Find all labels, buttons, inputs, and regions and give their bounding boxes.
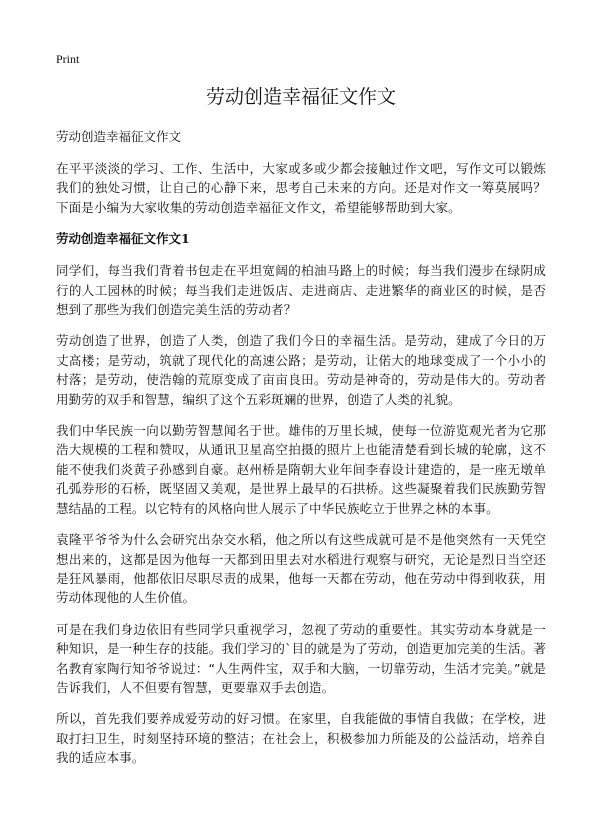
body-paragraph-5: 可是在我们身边依旧有些同学只重视学习，忽视了劳动的重要性。其实劳动本身就是一种知识，是一种生存的技能。我们学习的`目的就是为了劳动，创造更加完美的生活。著名教育家陶行知爷爷说过：“人生两件宝，双手和大脑，一切靠劳动，生活才完美。”就是告诉我们，人不但要有智慧，更要靠双手去创造。 (56, 621, 546, 695)
document-subtitle: 劳动创造幸福征文作文 (56, 129, 182, 144)
body-paragraph-6: 所以，首先我们要养成爱劳动的好习惯。在家里，自我能做的事情自我做；在学校，进取打扫卫生，时刻坚持环境的整洁；在社会上，积极参加力所能及的公益活动，培养自我的适应本事。 (56, 711, 546, 766)
page-title: 劳动创造幸福征文作文 (205, 86, 396, 108)
print-link[interactable]: Print (56, 52, 80, 66)
body-paragraph-4: 袁隆平爷爷为什么会研究出杂交水稻，他之所以有这些成就可是不是他突然有一天凭空想出来的，这都是因为他每一天都到田里去对水稻进行观察与研究，无论是烈日当空还是狂风暴雨，他都依旧尽职尽责的成果，他每一天都在劳动，他在劳动中得到收获，用劳动体现他的人生价值。 (56, 532, 546, 606)
body-paragraph-3: 我们中华民族一向以勤劳智慧闻名于世。雄伟的万里长城，使每一位游览观光者为它那浩大规模的工程和赞叹，从通讯卫星高空拍摄的照片上也能清楚看到长城的轮廓，这不能不使我们炎黄子孙感到自豪。赵州桥是隋朝大业年间李春设计建造的，是一座无墩单孔弧券形的石桥，既坚固又美观，是世界上最早的石拱桥。这些凝聚着我们民族勤劳智慧结晶的工程。以它特有的风格向世人展示了中华民族屹立于世界之林的本事。 (56, 423, 546, 516)
section-heading: 劳动创造幸福征文作文1 (56, 231, 190, 247)
body-paragraph-2: 劳动创造了世界，创造了人类，创造了我们今日的幸福生活。是劳动，建成了今日的万丈高楼；是劳动，筑就了现代化的高速公路；是劳动，让偌大的地球变成了一个小小的村落；是劳动，使浩翰的荒原变成了亩亩良田。劳动是神奇的，劳动是伟大的。劳动者用勤劳的双手和智慧，编织了这个五彩斑斓的世界，创造了人类的礼貌。 (56, 333, 546, 407)
intro-paragraph: 在平平淡淡的学习、工作、生活中，大家或多或少都会接触过作文吧，写作文可以锻炼我们的独处习惯，让自己的心静下来，思考自己未来的方向。还是对作文一筹莫展吗？下面是小编为大家收集的劳动创造幸福征文作文，希望能够帮助到大家。 (56, 161, 546, 215)
body-paragraph-1: 同学们，每当我们背着书包走在平坦宽阔的柏油马路上的时候；每当我们漫步在绿阴成行的人工园林的时候；每当我们走进饭店、走进商店、走进繁华的商业区的时候，是否想到了那些为我们创造完美生活的劳动者？ (56, 263, 546, 318)
